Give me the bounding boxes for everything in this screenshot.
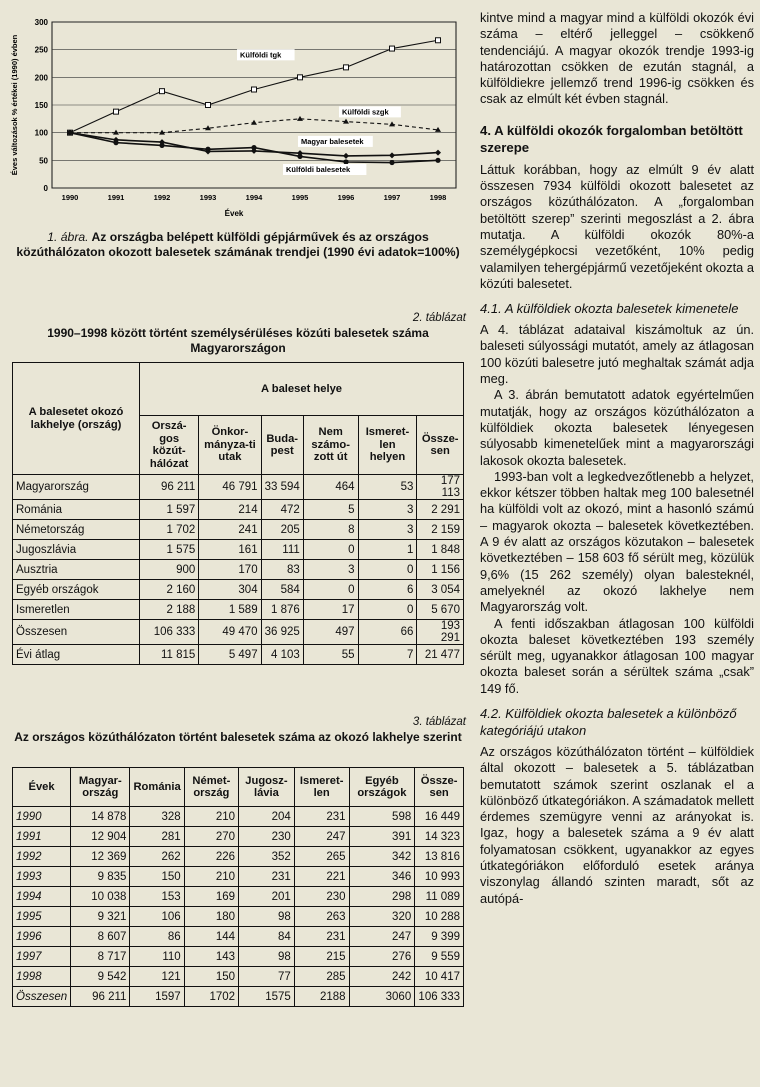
table-cell: 10 417	[415, 967, 464, 987]
y-tick-label: 50	[39, 156, 48, 166]
data-point	[114, 109, 119, 114]
year-cell: 1990	[13, 807, 71, 827]
table-cell: 7	[358, 645, 417, 665]
table-cell: 10 288	[415, 907, 464, 927]
subsection-heading-4-1: 4.1. A külföldiek okozta balesetek kimenetele	[480, 301, 739, 317]
table-cell: 86	[130, 927, 184, 947]
table-cell: 3060	[349, 987, 415, 1007]
table-cell: 12 369	[71, 847, 130, 867]
table-cell: 231	[294, 927, 349, 947]
y-tick-label: 100	[34, 128, 48, 138]
table-cell: 9 542	[71, 967, 130, 987]
table-cell: 1 848	[417, 540, 464, 560]
table-row	[13, 807, 464, 827]
table2-col-header: Nem számo-zott út	[303, 416, 358, 475]
row-label: Ausztria	[13, 560, 140, 580]
table-row	[13, 947, 464, 967]
table-cell: 2188	[294, 987, 349, 1007]
table-cell: 5 670	[417, 600, 464, 620]
data-point	[205, 147, 210, 152]
table-cell: 3	[303, 560, 358, 580]
table-cell: 6	[358, 580, 417, 600]
x-tick-label: 1996	[337, 193, 355, 202]
table-cell: 221	[294, 867, 349, 887]
table3-title: Az országos közúthálózaton történt balesetek száma az okozó lakhelye szerint	[14, 730, 462, 744]
row-label: Évi átlag	[13, 645, 140, 665]
y-tick-label: 200	[34, 73, 48, 83]
table3-number: 3. táblázat	[412, 716, 466, 728]
table-cell: 49 470	[199, 620, 261, 645]
table-row	[13, 520, 464, 540]
table-cell: 3 054	[417, 580, 464, 600]
table-cell: 204	[239, 807, 295, 827]
row-label: Románia	[13, 500, 140, 520]
table-cell: 210	[184, 867, 238, 887]
y-tick-label: 150	[34, 101, 48, 110]
data-point	[206, 103, 211, 108]
table2-col-header: Buda-pest	[261, 416, 303, 475]
x-tick-label: 1992	[153, 193, 171, 202]
table-cell: 0	[303, 540, 358, 560]
table-cell: 193 291	[417, 620, 464, 645]
table-cell: 598	[349, 807, 415, 827]
table-row	[13, 580, 464, 600]
table-cell: 53	[358, 475, 417, 500]
table-cell: 14 323	[415, 827, 464, 847]
table-cell: 241	[199, 520, 261, 540]
table-cell: 9 835	[71, 867, 130, 887]
table-cell: 55	[303, 645, 358, 665]
table-cell: 391	[349, 827, 415, 847]
y-tick-label: 300	[34, 18, 48, 27]
table-cell: 46 791	[199, 475, 261, 500]
year-cell: 1994	[13, 887, 71, 907]
table-cell: 214	[199, 500, 261, 520]
data-point	[252, 87, 257, 92]
table-cell: 177 113	[417, 475, 464, 500]
table-cell: 328	[130, 807, 184, 827]
year-cell: 1997	[13, 947, 71, 967]
x-tick-label: 1997	[383, 193, 401, 202]
paragraph: Az országos közúthálózaton történt – külföldiek által okozott – balesetek a 5. táblázatban bemutatott számok szerint oszlanak el a különböző útkategóriákon. A számadatok mellett érdemes szemügyre venni az arányokat is. Igaz, hogy a balesetek száma a 9 év alatt folyamatosan csökkent, ugyanakkor az egyes útkategóriákon előforduló esetek aránya viszonylag állandó szinten maradt, sőt az autópá-	[480, 743, 754, 906]
year-cell: 1996	[13, 927, 71, 947]
data-point	[67, 130, 72, 135]
data-point	[390, 46, 395, 51]
table-cell: 0	[358, 560, 417, 580]
table-row	[13, 645, 464, 665]
table-cell: 10 038	[71, 887, 130, 907]
table-cell: 1575	[239, 987, 295, 1007]
table-cell: 161	[199, 540, 261, 560]
table-cell: 12 904	[71, 827, 130, 847]
x-tick-label: 1991	[107, 193, 125, 202]
table-cell: 352	[239, 847, 295, 867]
table-cell: 110	[130, 947, 184, 967]
year-cell: 1995	[13, 907, 71, 927]
table-cell: 1 876	[261, 600, 303, 620]
data-point	[160, 89, 165, 94]
table-cell: 210	[184, 807, 238, 827]
series-label: Külföldi balesetek	[286, 164, 351, 174]
data-point	[159, 143, 164, 148]
table-cell: 153	[130, 887, 184, 907]
table-cell: 11 089	[415, 887, 464, 907]
table-cell: 16 449	[415, 807, 464, 827]
data-point	[343, 153, 349, 159]
trend-chart	[0, 0, 472, 222]
table-cell: 262	[130, 847, 184, 867]
table-cell: 247	[349, 927, 415, 947]
series-label: Külföldi tgk	[240, 50, 282, 60]
data-point	[251, 145, 256, 150]
table-cell: 5	[303, 500, 358, 520]
data-point	[343, 159, 348, 164]
table3	[12, 767, 464, 1007]
paragraph: kintve mind a magyar mind a külföldi okozók évi száma – eltérő jelleggel – csökkenő tendenciájú. A magyar okozók trendje 1993-ig határozottan csökken de ezután stagnál, a külföldiekre jellemző trend 1996-ig csökken és csak az elmúlt két évben stagnál.	[480, 10, 754, 107]
table-cell: 83	[261, 560, 303, 580]
row-label: Egyéb országok	[13, 580, 140, 600]
table-row	[13, 847, 464, 867]
table2	[12, 362, 464, 665]
table-cell: 2 159	[417, 520, 464, 540]
table-cell: 1 156	[417, 560, 464, 580]
table-cell: 17	[303, 600, 358, 620]
table3-col-header: Össze-sen	[415, 768, 464, 807]
data-point	[435, 158, 440, 163]
table-row	[13, 620, 464, 645]
table-cell: 497	[303, 620, 358, 645]
table-cell: 281	[130, 827, 184, 847]
table-cell: 1 589	[199, 600, 261, 620]
figure-number: 1. ábra.	[47, 230, 89, 244]
data-point	[344, 65, 349, 70]
table-cell: 247	[294, 827, 349, 847]
table-row	[13, 475, 464, 500]
table-cell: 231	[239, 867, 295, 887]
y-tick-label: 0	[43, 184, 48, 193]
table-cell: 320	[349, 907, 415, 927]
table-cell: 11 815	[140, 645, 199, 665]
table-cell: 472	[261, 500, 303, 520]
table-cell: 215	[294, 947, 349, 967]
paragraph: A fenti időszakban átlagosan 100 külföldi okozta baleset következtében 193 személy sérült meg, ugyanakkor átlagosan 100 magyar okozta baleset során a sérültek száma „csak” 149 fő.	[480, 615, 754, 696]
table3-col-header: Magyar-ország	[71, 768, 130, 807]
data-point	[389, 121, 395, 126]
table-cell: 270	[184, 827, 238, 847]
table-cell: 121	[130, 967, 184, 987]
data-point	[435, 150, 441, 156]
table-cell: 298	[349, 887, 415, 907]
table2-origin-header: A balesetet okozó lakhelye (ország)	[13, 363, 140, 475]
table-cell: 304	[199, 580, 261, 600]
table-cell: 96 211	[140, 475, 199, 500]
table-cell: 5 497	[199, 645, 261, 665]
table-cell: 77	[239, 967, 295, 987]
table-cell: 170	[199, 560, 261, 580]
table-cell: 84	[239, 927, 295, 947]
table-cell: 2 160	[140, 580, 199, 600]
table2-col-header: Orszá-gos közút-hálózat	[140, 416, 199, 475]
data-point	[389, 160, 394, 165]
table-row	[13, 887, 464, 907]
table-row	[13, 967, 464, 987]
table-row	[13, 600, 464, 620]
series-label: Magyar balesetek	[301, 136, 364, 146]
x-axis-label: Évek	[224, 209, 244, 218]
table2-place-header: A baleset helye	[140, 363, 464, 416]
x-tick-label: 1995	[291, 193, 309, 202]
x-tick-label: 1990	[61, 193, 79, 202]
year-cell: 1998	[13, 967, 71, 987]
table-cell: 106 333	[140, 620, 199, 645]
table-cell: 9 559	[415, 947, 464, 967]
year-cell: Összesen	[13, 987, 71, 1007]
table-cell: 106 333	[415, 987, 464, 1007]
section-heading-4: 4. A külföldi okozók forgalomban betöltött szerepe	[480, 122, 743, 155]
table-cell: 1702	[184, 987, 238, 1007]
table-cell: 150	[184, 967, 238, 987]
table-cell: 242	[349, 967, 415, 987]
table-cell: 9 399	[415, 927, 464, 947]
table-cell: 226	[184, 847, 238, 867]
table-cell: 201	[239, 887, 295, 907]
table-cell: 3	[358, 500, 417, 520]
table-cell: 1 575	[140, 540, 199, 560]
data-point	[297, 154, 302, 159]
table-row	[13, 867, 464, 887]
table-cell: 169	[184, 887, 238, 907]
figure-caption	[8, 230, 468, 260]
paragraph: Láttuk korábban, hogy az elmúlt 9 év alatt összesen 7934 külföldi okozott balesetet az országos közúthálózaton. A „forgalomban betöltött szerep” szerinti megoszlást a 2. ábra mutatja. A külföldi okozók 80%-a személygépkocsi vezetőként, 10% pedig valamilyen tehergépjármű vezetőjeként okozta a közúti balesetet.	[480, 161, 754, 291]
figure-caption-text: Az országba belépett külföldi gépjárművek és az országos közúthálózaton okozott balesetek számának trendjei (1990 évi adatok=100%)	[16, 230, 460, 259]
table-cell: 900	[140, 560, 199, 580]
table-row	[13, 500, 464, 520]
table2-col-header: Össze-sen	[417, 416, 464, 475]
table-cell: 1 597	[140, 500, 199, 520]
table-cell: 10 993	[415, 867, 464, 887]
table-cell: 98	[239, 907, 295, 927]
table-cell: 143	[184, 947, 238, 967]
table-cell: 584	[261, 580, 303, 600]
table-cell: 205	[261, 520, 303, 540]
table-cell: 111	[261, 540, 303, 560]
table-cell: 150	[130, 867, 184, 887]
data-point	[298, 75, 303, 80]
table3-col-header: Románia	[130, 768, 184, 807]
paragraph: A 4. táblázat adataival kiszámoltuk az ún. baleseti súlyossági mutatót, amely az átlagosan 100 közúti balesetre jutó meghaltak számát adja meg.	[480, 322, 754, 387]
subsection-heading-4-2: 4.2. Külföldiek okozta balesetek a különböző kategóriájú utakon	[480, 705, 737, 738]
year-cell: 1991	[13, 827, 71, 847]
table-cell: 96 211	[71, 987, 130, 1007]
year-cell: 1992	[13, 847, 71, 867]
table-cell: 36 925	[261, 620, 303, 645]
table-cell: 14 878	[71, 807, 130, 827]
table2-title: 1990–1998 között történt személysérüléses közúti balesetek száma Magyarországon	[47, 326, 429, 355]
table-cell: 21 477	[417, 645, 464, 665]
table-cell: 180	[184, 907, 238, 927]
y-axis-label: Éves változások % értékei (1990) évben	[10, 34, 19, 176]
table2-col-header: Önkor-mányza-ti utak	[199, 416, 261, 475]
table-row	[13, 560, 464, 580]
year-cell: 1993	[13, 867, 71, 887]
table2-col-header: Ismeret-len helyen	[358, 416, 417, 475]
table-cell: 346	[349, 867, 415, 887]
table-cell: 9 321	[71, 907, 130, 927]
table-row	[13, 987, 464, 1007]
table-cell: 144	[184, 927, 238, 947]
table-cell: 2 188	[140, 600, 199, 620]
x-tick-label: 1998	[429, 193, 447, 202]
row-label: Összesen	[13, 620, 140, 645]
table-cell: 0	[358, 600, 417, 620]
table-row	[13, 540, 464, 560]
table3-col-header: Német-ország	[184, 768, 238, 807]
paragraph: 1993-ban volt a legkedvezőtlenebb a helyzet, ekkor kétszer többen haltak meg 100 balesetnél ha külföldi volt az okozó, mint a hasonló számú – magyarok okozta – balesetek következtében. A 9 év alatt az országos közutakon – balesetek következtében – 158 603 fő sérült meg, közülük 9,6% (15 262 személy) olyan balesteknél, amelyeknél az okozó lakhelye nem Magyarország volt.	[480, 468, 754, 615]
table-row	[13, 907, 464, 927]
table-cell: 265	[294, 847, 349, 867]
table-cell: 8 717	[71, 947, 130, 967]
table-row	[13, 827, 464, 847]
data-point	[113, 140, 118, 145]
table-cell: 13 816	[415, 847, 464, 867]
table3-col-header: Ismeret-len	[294, 768, 349, 807]
table-cell: 285	[294, 967, 349, 987]
table2-number: 2. táblázat	[412, 312, 466, 324]
table-cell: 0	[303, 580, 358, 600]
table-cell: 66	[358, 620, 417, 645]
paragraph: A 3. ábrán bemutatott adatok egyértelműen mutatják, hogy az országos közúthálózaton a külföldiek okozta balesetek lényegesen súlyosabb kimenetelűek mint a magyarországi lakosok okozta balesetek.	[480, 387, 754, 468]
table-cell: 2 291	[417, 500, 464, 520]
table-cell: 1 702	[140, 520, 199, 540]
table-cell: 263	[294, 907, 349, 927]
table-cell: 1	[358, 540, 417, 560]
table-cell: 342	[349, 847, 415, 867]
row-label: Magyarország	[13, 475, 140, 500]
table-cell: 276	[349, 947, 415, 967]
data-point	[251, 120, 257, 125]
x-tick-label: 1994	[245, 193, 263, 202]
table3-col-header: Évek	[13, 768, 71, 807]
table-row	[13, 927, 464, 947]
table3-col-header: Egyéb országok	[349, 768, 415, 807]
table-cell: 33 594	[261, 475, 303, 500]
table-cell: 4 103	[261, 645, 303, 665]
table-cell: 231	[294, 807, 349, 827]
row-label: Németország	[13, 520, 140, 540]
x-tick-label: 1993	[199, 193, 217, 202]
data-point	[436, 38, 441, 43]
row-label: Ismeretlen	[13, 600, 140, 620]
data-point	[297, 116, 303, 121]
table-cell: 106	[130, 907, 184, 927]
table-cell: 1597	[130, 987, 184, 1007]
right-column	[480, 10, 754, 907]
data-point	[389, 152, 395, 158]
table-cell: 8	[303, 520, 358, 540]
table-cell: 3	[358, 520, 417, 540]
table-cell: 230	[239, 827, 295, 847]
y-tick-label: 250	[34, 45, 48, 55]
table-cell: 230	[294, 887, 349, 907]
series-label: Külföldi szgk	[342, 107, 389, 117]
table3-col-header: Jugosz-lávia	[239, 768, 295, 807]
row-label: Jugoszlávia	[13, 540, 140, 560]
table-cell: 464	[303, 475, 358, 500]
table-cell: 98	[239, 947, 295, 967]
table-cell: 8 607	[71, 927, 130, 947]
